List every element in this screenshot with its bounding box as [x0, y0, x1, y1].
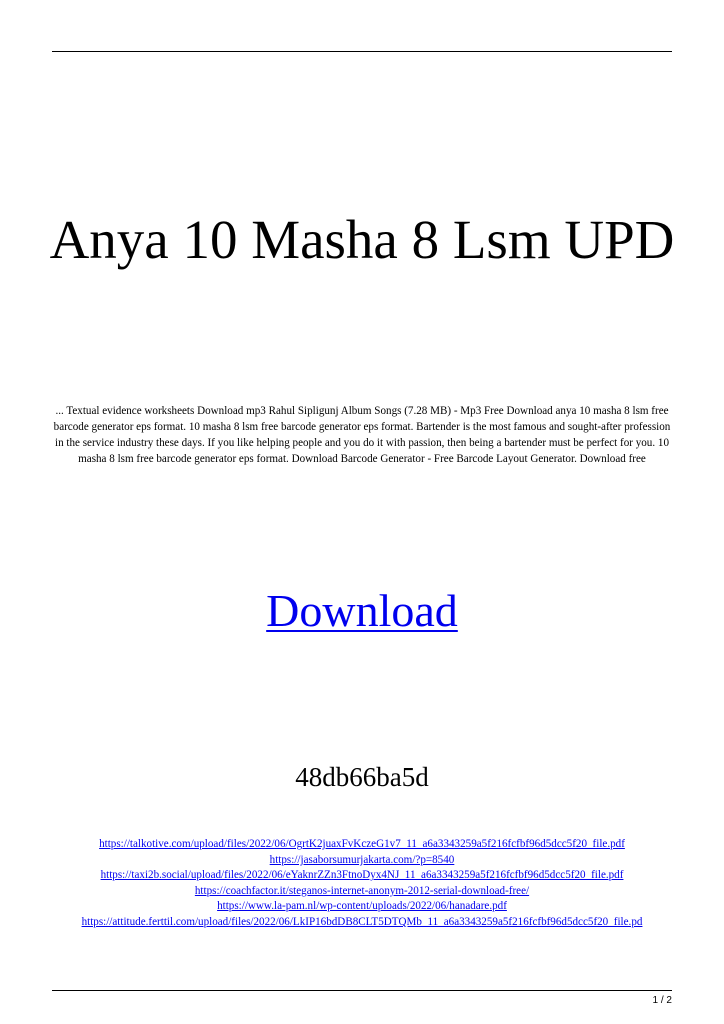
external-link[interactable]: https://attitude.ferttil.com/upload/files/2022/06/LkIP16bdDB8CLT5DTQMb_11_a6a3343259a5f216fcfbf96d5dcc5f20_file.pd [81, 915, 643, 928]
external-link[interactable]: https://jasaborsumurjakarta.com/?p=8540 [269, 853, 455, 866]
list-item [40, 899, 684, 915]
download-link[interactable]: Download [266, 585, 458, 636]
list-item [40, 915, 684, 931]
external-link[interactable]: https://www.la-pam.nl/wp-content/uploads/2022/06/hanadare.pdf [217, 900, 507, 913]
external-link[interactable]: https://talkotive.com/upload/files/2022/06/OgrtK2juaxFvKczeG1v7_11_a6a3343259a5f216fcfbf96d5dcc5f20_file.pdf [99, 838, 625, 850]
document-title: Anya 10 Masha 8 Lsm UPD [49, 209, 675, 270]
external-link[interactable]: https://taxi2b.social/upload/files/2022/06/eYaknrZZn3FtnoDyx4NJ_11_a6a3343259a5f216fcfbf96d5dcc5f20_file.pdf [100, 869, 624, 882]
page-number: 1 / 2 [652, 995, 672, 1006]
footer-rule [52, 990, 672, 991]
external-link[interactable]: https://coachfactor.it/steganos-internet-anonym-2012-serial-download-free/ [194, 884, 530, 897]
hash-text: 48db66ba5d [295, 762, 429, 792]
list-item [40, 884, 684, 900]
list-item [40, 868, 684, 884]
list-item [40, 853, 684, 869]
list-item [40, 837, 684, 853]
link-list [40, 837, 684, 931]
body-paragraph: ... Textual evidence worksheets Download mp3 Rahul Sipligunj Album Songs (7.28 MB) - Mp3 Free Download anya 10 masha 8 lsm free barcode generator eps format. 10 masha 8 lsm free barcode generator eps format. Bartender is the most famous and sought-after profession in the service industry these days. If you like helping people and you do it with passion, then being a bartender must be perfect for you. 10 masha 8 lsm free barcode generator eps format. Download Barcode Generator - Free Barcode Layout Generator. Download free [53, 405, 671, 465]
header-rule [52, 51, 672, 52]
